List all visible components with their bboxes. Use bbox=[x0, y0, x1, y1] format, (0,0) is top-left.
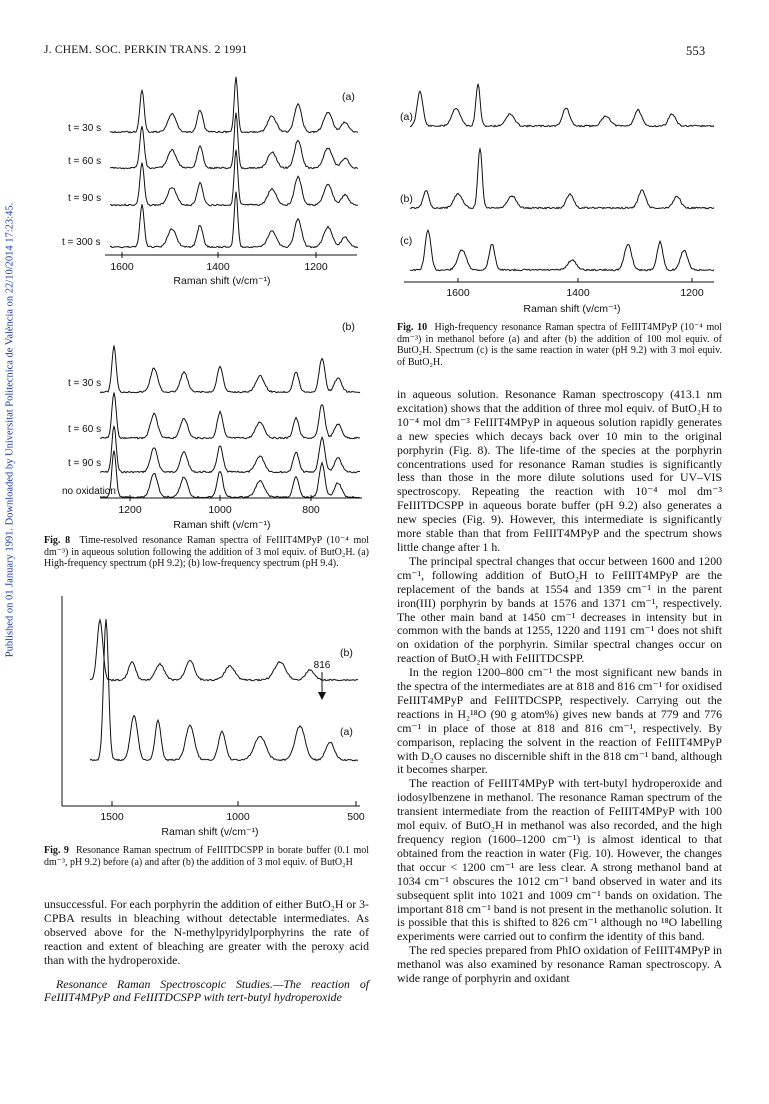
trace-label: t = 300 s bbox=[62, 237, 101, 248]
fig8-caption bbox=[44, 535, 369, 570]
spectrum-trace bbox=[100, 393, 360, 439]
spectrum-trace bbox=[100, 451, 360, 498]
fig9-plot bbox=[50, 590, 380, 840]
spectrum-trace bbox=[100, 345, 360, 392]
download-watermark bbox=[2, 150, 18, 710]
fig9 bbox=[50, 590, 380, 840]
fig10-caption bbox=[397, 322, 722, 368]
panel-tag: (b) bbox=[342, 321, 355, 333]
spectrum-trace bbox=[410, 84, 714, 127]
fig8b-plot bbox=[60, 302, 370, 532]
spectrum-trace bbox=[90, 619, 358, 761]
x-tick-label: 1400 bbox=[206, 261, 230, 273]
spectrum-trace bbox=[110, 150, 358, 206]
x-tick-label: 1500 bbox=[100, 811, 124, 823]
x-tick-label: 1200 bbox=[118, 504, 142, 516]
fig8-caption-text: Time-resolved resonance Raman spectra of FeIIIT4MPyP (10⁻⁴ mol dm⁻³) in aqueous solution following the addition of 3 mol equiv. of ButO₂H. (a) High-frequency spectrum (pH 9.2); (b) low-frequency spectrum (pH 9.4). bbox=[44, 535, 369, 570]
trace-label: t = 30 s bbox=[68, 123, 102, 134]
trace-label: t = 60 s bbox=[68, 424, 102, 435]
x-tick-label: 1600 bbox=[110, 261, 134, 273]
right-body bbox=[397, 388, 722, 986]
download-watermark-text: Published on 01 January 1991. Downloaded by Universitat Politecnica de València on 22/10/2014 17:23:45. bbox=[4, 202, 16, 658]
right-paragraph: The red species prepared from PhIO oxidation of FeIIIT4MPyP in methanol was also examined by resonance Raman spectroscopy. A wide range of porphyrin and oxidant bbox=[397, 943, 722, 986]
trace-label: no oxidation bbox=[62, 486, 116, 497]
trace-label: t = 90 s bbox=[68, 193, 102, 204]
left-body bbox=[44, 898, 369, 1005]
spectrum-trace bbox=[110, 77, 358, 133]
spectrum-trace bbox=[410, 230, 714, 271]
fig8-panel-b bbox=[60, 302, 370, 532]
fig10-plot bbox=[392, 60, 722, 320]
x-tick-label: 800 bbox=[302, 504, 320, 516]
right-paragraph: The principal spectral changes that occur between 1600 and 1200 cm⁻¹, following addition of ButO₂H to FeIIIT4MPyP are the replacement of the bands at 1554 and 1359 cm⁻¹ in the parent iron(III) porphyrin by bands at 1576 and 1371 cm⁻¹, respectively. The other main band at 1450 cm⁻¹ decreases in intensity but in common with the bands at 1255, 1220 and 1191 cm⁻¹ does not shift on oxidation of the porphyrin. Similar spectral changes occur on reaction of ButO₂H with FeIIITDCSPP. bbox=[397, 553, 722, 666]
panel-tag: (b) bbox=[400, 193, 413, 205]
fig9-caption-label: Fig. 9 bbox=[44, 845, 69, 856]
panel-tag: (b) bbox=[340, 647, 353, 659]
right-paragraph: in aqueous solution. Resonance Raman spectroscopy (413.1 nm excitation) shows that the addition of three mol equiv. of ButO₂H to 10⁻⁴ mol dm⁻³ FeIIIT4MPyP in aqueous solution rapidly generates a new species which decays back over 10 min to the original porphyrin (Fig. 8). The life-time of the species at the porphyrin concentrations used for resonance Raman studies is significantly less than those in the more dilute solutions used for UV–VIS spectroscopy. Repeating the reaction with 10⁻⁴ mol dm⁻³ FeIIITDCSPP in aqueous borate buffer (pH 9.2) also generates a new species (Fig. 9). However, this intermediate is significantly more stable than that from FeIIIT4MPyP and the spectrum shows little change after 1 h. bbox=[397, 387, 722, 554]
left-paragraph: unsuccessful. For each porphyrin the addition of either ButO₂H or 3-CPBA results in bleaching without detectable intermediates. As observed above for the N-methylpyridylporphyrins the rate of reaction and extent of bleaching are greater with the peroxy acid than with the hydroperoxide. bbox=[44, 897, 369, 967]
fig10 bbox=[392, 60, 722, 320]
x-tick-label: 1200 bbox=[680, 287, 704, 299]
x-axis-label: Raman shift (v/cm⁻¹) bbox=[161, 826, 259, 838]
spectrum-trace bbox=[110, 113, 358, 169]
x-tick-label: 1600 bbox=[446, 287, 470, 299]
x-tick-label: 1000 bbox=[208, 504, 232, 516]
panel-tag: (a) bbox=[400, 111, 413, 123]
x-axis-label: Raman shift (v/cm⁻¹) bbox=[173, 275, 271, 287]
left-paragraph-heading: Resonance Raman Spectroscopic Studies.—The reaction of FeIIIT4MPyP and FeIIITDCSPP with tert-butyl hydroperoxide bbox=[44, 976, 369, 1005]
x-tick-label: 1000 bbox=[226, 811, 250, 823]
band-arrowhead bbox=[318, 692, 326, 700]
fig8-caption-label: Fig. 8 bbox=[44, 535, 71, 546]
panel-tag: (a) bbox=[340, 726, 353, 738]
fig9-caption bbox=[44, 845, 369, 868]
right-paragraph: The reaction of FeIIIT4MPyP with tert-butyl hydroperoxide and iodosylbenzene in methanol. The resonance Raman spectrum of the transient intermediate from the reaction of FeIIIT4MPyP with 100 mol equiv. of ButO₂H in methanol was also recorded, and the high frequency region (1600–1200 cm⁻¹) is almost identical to that obtained from the reaction in water (Fig. 10). However, the changes that occur < 1200 cm⁻¹ are less clear. A strong methanol band at 1034 cm⁻¹ obscures the 1012 cm⁻¹ band observed in water and its subsequent split into 1021 and 1009 cm⁻¹ bands on oxidation. The important 818 cm⁻¹ band is not present in the methanolic solution. It is possible that this is shifted to 826 cm⁻¹ although no ¹⁸O labelling experiments were carried out to confirm the identity of this band. bbox=[397, 776, 722, 944]
right-paragraph: In the region 1200–800 cm⁻¹ the most significant new bands in the spectra of the intermediates are at 818 and 816 cm⁻¹ for oxidised FeIIIT4MPyP and FeIIITDCSPP, respectively. Carrying out the reactions in H₂¹⁸O (90 g atom%) gives new bands at 779 and 776 cm⁻¹ in place of those at 818 and 816 cm⁻¹, respectively. By comparison, replacing the solvent in the reaction of FeIIIT4MPyP with D₂O causes no discernible shift in the 818 cm⁻¹ band, although it becomes sharper. bbox=[397, 665, 722, 777]
spectrum-trace bbox=[410, 148, 714, 209]
trace-label: t = 60 s bbox=[68, 156, 102, 167]
panel-tag: (c) bbox=[400, 235, 413, 247]
band-annotation: 816 bbox=[313, 660, 331, 671]
panel-tag: (a) bbox=[342, 91, 355, 103]
page-number: 553 bbox=[686, 44, 706, 58]
x-tick-label: 1400 bbox=[566, 287, 590, 299]
fig8a-plot bbox=[60, 62, 370, 292]
fig10-caption-text: High-frequency resonance Raman spectra of FeIIIT4MPyP (10⁻⁴ mol dm⁻³) in methanol before (a) and after (b) the addition of 100 mol equiv. of ButO₂H. Spectrum (c) is the same reaction in water (pH 9.2) with 3 mol equiv. of ButO₂H. bbox=[397, 322, 722, 368]
trace-label: t = 30 s bbox=[68, 378, 102, 389]
trace-label: t = 90 s bbox=[68, 458, 102, 469]
spectrum-trace bbox=[90, 620, 358, 681]
x-tick-label: 500 bbox=[347, 811, 365, 823]
fig8-panel-a bbox=[60, 62, 370, 292]
x-tick-label: 1200 bbox=[304, 261, 328, 273]
x-axis-label: Raman shift (v/cm⁻¹) bbox=[523, 303, 621, 315]
journal-header: J. CHEM. SOC. PERKIN TRANS. 2 1991 bbox=[44, 44, 248, 56]
x-axis-label: Raman shift (v/cm⁻¹) bbox=[173, 519, 271, 531]
fig10-caption-label: Fig. 10 bbox=[397, 322, 428, 333]
fig9-caption-text: Resonance Raman spectrum of FeIIITDCSPP in borate buffer (0.1 mol dm⁻³, pH 9.2) before (a) and after (b) the addition of 3 mol equiv. of ButO₂H bbox=[44, 845, 370, 868]
